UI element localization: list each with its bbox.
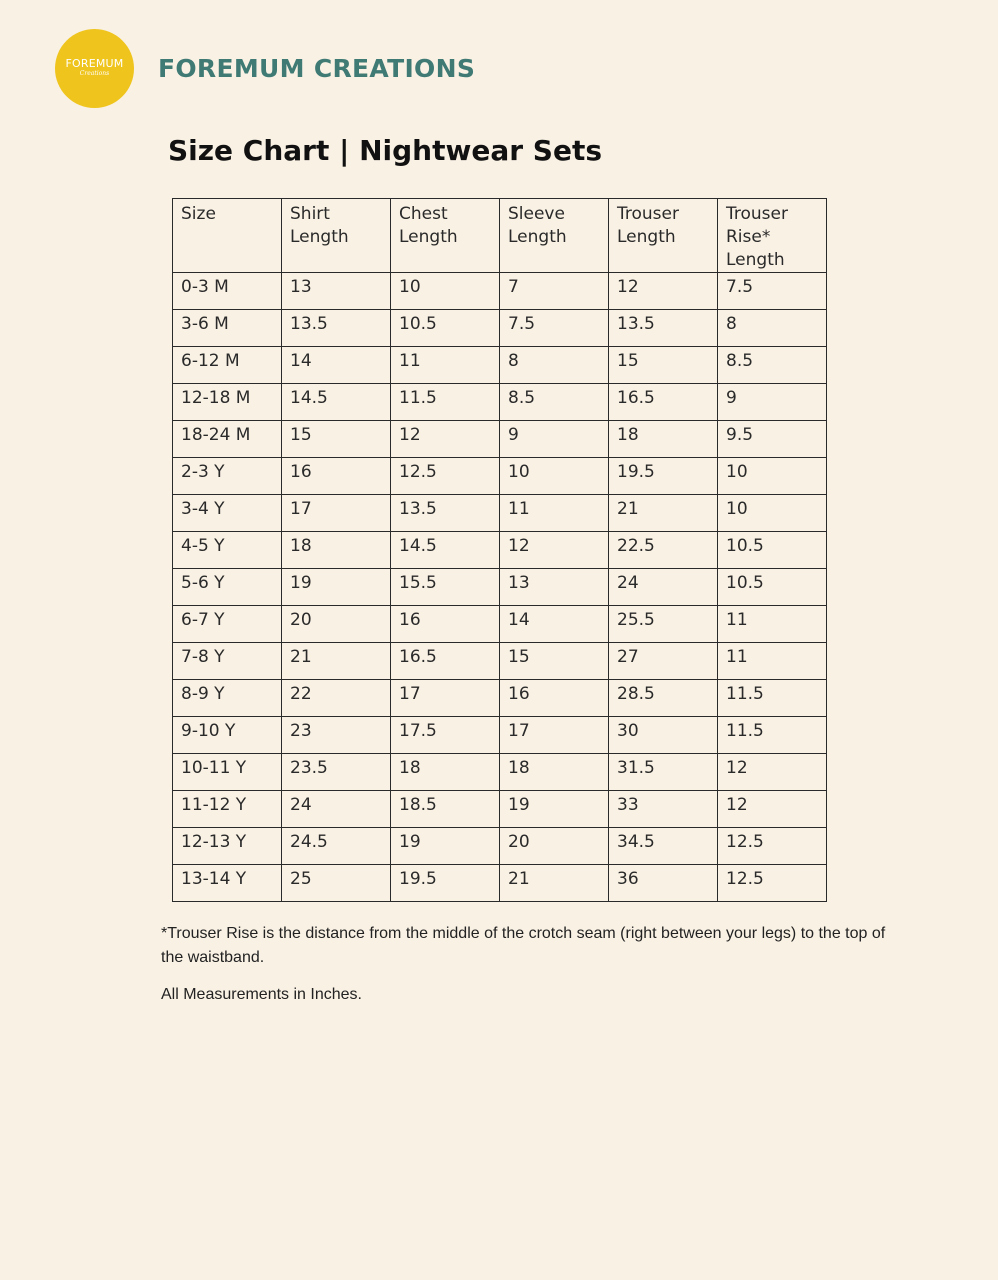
table-cell-shirt-length: 24 <box>282 791 391 828</box>
table-cell-sleeve-length: 12 <box>500 532 609 569</box>
table-row <box>173 495 827 532</box>
table-cell-size: 10-11 Y <box>173 754 282 791</box>
column-header-trouser-rise-length <box>718 199 827 273</box>
table-cell-trouser-rise-length: 9 <box>718 384 827 421</box>
table-cell-size: 6-7 Y <box>173 606 282 643</box>
table-cell-size: 13-14 Y <box>173 865 282 902</box>
table-row <box>173 347 827 384</box>
table-cell-trouser-length: 12 <box>609 273 718 310</box>
table-cell-trouser-length: 19.5 <box>609 458 718 495</box>
table-cell-trouser-length: 13.5 <box>609 310 718 347</box>
table-cell-trouser-length: 25.5 <box>609 606 718 643</box>
table-cell-trouser-length: 30 <box>609 717 718 754</box>
table-cell-size: 0-3 M <box>173 273 282 310</box>
table-body <box>173 273 827 902</box>
column-header-line: Chest <box>399 204 448 224</box>
table-cell-chest-length: 17 <box>391 680 500 717</box>
table-cell-sleeve-length: 17 <box>500 717 609 754</box>
table-cell-size: 2-3 Y <box>173 458 282 495</box>
table-cell-trouser-length: 33 <box>609 791 718 828</box>
table-cell-size: 6-12 M <box>173 347 282 384</box>
table-cell-size: 9-10 Y <box>173 717 282 754</box>
table-cell-sleeve-length: 8.5 <box>500 384 609 421</box>
table-cell-shirt-length: 18 <box>282 532 391 569</box>
brand-logo <box>55 29 134 108</box>
table-row <box>173 384 827 421</box>
table-cell-chest-length: 10.5 <box>391 310 500 347</box>
table-cell-trouser-length: 15 <box>609 347 718 384</box>
table-cell-chest-length: 10 <box>391 273 500 310</box>
table-cell-shirt-length: 15 <box>282 421 391 458</box>
table-cell-trouser-rise-length: 10 <box>718 458 827 495</box>
table-cell-shirt-length: 20 <box>282 606 391 643</box>
table-cell-shirt-length: 14 <box>282 347 391 384</box>
column-header-chest-length <box>391 199 500 273</box>
table-row <box>173 643 827 680</box>
column-header-line: Length <box>290 227 349 247</box>
table-cell-sleeve-length: 13 <box>500 569 609 606</box>
table-cell-shirt-length: 23.5 <box>282 754 391 791</box>
table-cell-sleeve-length: 18 <box>500 754 609 791</box>
table-cell-chest-length: 16 <box>391 606 500 643</box>
logo-subtext: Creations <box>79 70 110 77</box>
table-cell-size: 7-8 Y <box>173 643 282 680</box>
notes <box>161 922 901 1005</box>
table-cell-chest-length: 19 <box>391 828 500 865</box>
table-cell-chest-length: 17.5 <box>391 717 500 754</box>
table-cell-trouser-rise-length: 11 <box>718 643 827 680</box>
logo-text: FOREMUM <box>65 57 124 70</box>
table-row <box>173 273 827 310</box>
table-row <box>173 310 827 347</box>
table-cell-size: 3-4 Y <box>173 495 282 532</box>
page-title: Size Chart | Nightwear Sets <box>168 134 602 167</box>
units-note: All Measurements in Inches. <box>161 986 362 1003</box>
brand-header <box>55 29 475 107</box>
column-header-line: Length <box>617 227 676 247</box>
table-cell-sleeve-length: 7 <box>500 273 609 310</box>
table-cell-sleeve-length: 10 <box>500 458 609 495</box>
table-cell-chest-length: 11.5 <box>391 384 500 421</box>
table-cell-chest-length: 15.5 <box>391 569 500 606</box>
table-cell-size: 18-24 M <box>173 421 282 458</box>
table-cell-shirt-length: 21 <box>282 643 391 680</box>
table-row <box>173 791 827 828</box>
table-cell-trouser-rise-length: 8 <box>718 310 827 347</box>
column-header-sleeve-length <box>500 199 609 273</box>
table-cell-trouser-rise-length: 12.5 <box>718 828 827 865</box>
table-cell-sleeve-length: 15 <box>500 643 609 680</box>
table-row <box>173 458 827 495</box>
table-cell-trouser-length: 21 <box>609 495 718 532</box>
table-cell-trouser-rise-length: 12.5 <box>718 865 827 902</box>
table-cell-trouser-length: 36 <box>609 865 718 902</box>
table-cell-trouser-length: 27 <box>609 643 718 680</box>
table-cell-trouser-length: 28.5 <box>609 680 718 717</box>
brand-name: FOREMUM CREATIONS <box>158 53 476 83</box>
table-cell-size: 5-6 Y <box>173 569 282 606</box>
column-header-line: Length <box>726 250 785 270</box>
column-header-line: Length <box>399 227 458 247</box>
table-cell-shirt-length: 19 <box>282 569 391 606</box>
table-cell-size: 3-6 M <box>173 310 282 347</box>
table-cell-size: 4-5 Y <box>173 532 282 569</box>
table-cell-trouser-rise-length: 10 <box>718 495 827 532</box>
table-cell-trouser-length: 31.5 <box>609 754 718 791</box>
table-header-row <box>173 199 827 273</box>
table-cell-shirt-length: 13.5 <box>282 310 391 347</box>
table-cell-trouser-rise-length: 11.5 <box>718 717 827 754</box>
column-header-trouser-length <box>609 199 718 273</box>
table-cell-sleeve-length: 7.5 <box>500 310 609 347</box>
table-row <box>173 680 827 717</box>
table-cell-chest-length: 16.5 <box>391 643 500 680</box>
table-row <box>173 865 827 902</box>
table-cell-chest-length: 13.5 <box>391 495 500 532</box>
table-cell-trouser-rise-length: 8.5 <box>718 347 827 384</box>
table-cell-trouser-length: 22.5 <box>609 532 718 569</box>
table-cell-chest-length: 19.5 <box>391 865 500 902</box>
table-cell-chest-length: 14.5 <box>391 532 500 569</box>
table-cell-trouser-rise-length: 9.5 <box>718 421 827 458</box>
column-header-line: Shirt <box>290 204 330 224</box>
column-header-shirt-length <box>282 199 391 273</box>
table-cell-shirt-length: 23 <box>282 717 391 754</box>
table-cell-shirt-length: 24.5 <box>282 828 391 865</box>
table-cell-chest-length: 11 <box>391 347 500 384</box>
table-row <box>173 532 827 569</box>
table-cell-size: 12-13 Y <box>173 828 282 865</box>
table-cell-sleeve-length: 21 <box>500 865 609 902</box>
table-cell-sleeve-length: 20 <box>500 828 609 865</box>
table-cell-sleeve-length: 8 <box>500 347 609 384</box>
size-chart-table <box>172 198 827 902</box>
table-row <box>173 754 827 791</box>
table-cell-trouser-rise-length: 12 <box>718 791 827 828</box>
column-header-size <box>173 199 282 273</box>
footnote: *Trouser Rise is the distance from the middle of the crotch seam (right between your legs) to the top of the waistband. <box>161 925 886 966</box>
table-cell-trouser-length: 34.5 <box>609 828 718 865</box>
table-cell-size: 11-12 Y <box>173 791 282 828</box>
table-cell-trouser-length: 24 <box>609 569 718 606</box>
table-cell-shirt-length: 25 <box>282 865 391 902</box>
table-cell-trouser-rise-length: 11 <box>718 606 827 643</box>
table-row <box>173 606 827 643</box>
column-header-line: Length <box>508 227 567 247</box>
table-cell-sleeve-length: 16 <box>500 680 609 717</box>
table-cell-size: 8-9 Y <box>173 680 282 717</box>
table-cell-shirt-length: 17 <box>282 495 391 532</box>
table-cell-chest-length: 12 <box>391 421 500 458</box>
column-header-line: Sleeve <box>508 204 565 224</box>
table-cell-chest-length: 12.5 <box>391 458 500 495</box>
table-row <box>173 717 827 754</box>
table-cell-shirt-length: 16 <box>282 458 391 495</box>
table-cell-sleeve-length: 19 <box>500 791 609 828</box>
column-header-line: Trouser <box>617 204 679 224</box>
table-cell-trouser-rise-length: 11.5 <box>718 680 827 717</box>
table-cell-chest-length: 18 <box>391 754 500 791</box>
table-cell-sleeve-length: 14 <box>500 606 609 643</box>
column-header-line: Size <box>181 204 216 224</box>
table-cell-trouser-length: 16.5 <box>609 384 718 421</box>
table-cell-trouser-rise-length: 10.5 <box>718 569 827 606</box>
table-row <box>173 421 827 458</box>
table-cell-trouser-length: 18 <box>609 421 718 458</box>
table-cell-chest-length: 18.5 <box>391 791 500 828</box>
table-cell-shirt-length: 13 <box>282 273 391 310</box>
table-cell-sleeve-length: 11 <box>500 495 609 532</box>
column-header-line: Trouser <box>726 204 788 224</box>
table-cell-shirt-length: 14.5 <box>282 384 391 421</box>
table-cell-trouser-rise-length: 12 <box>718 754 827 791</box>
table-cell-trouser-rise-length: 7.5 <box>718 273 827 310</box>
table-row <box>173 828 827 865</box>
table-cell-trouser-rise-length: 10.5 <box>718 532 827 569</box>
table-row <box>173 569 827 606</box>
column-header-line: Rise* <box>726 227 771 247</box>
table-cell-sleeve-length: 9 <box>500 421 609 458</box>
table-cell-size: 12-18 M <box>173 384 282 421</box>
table-cell-shirt-length: 22 <box>282 680 391 717</box>
